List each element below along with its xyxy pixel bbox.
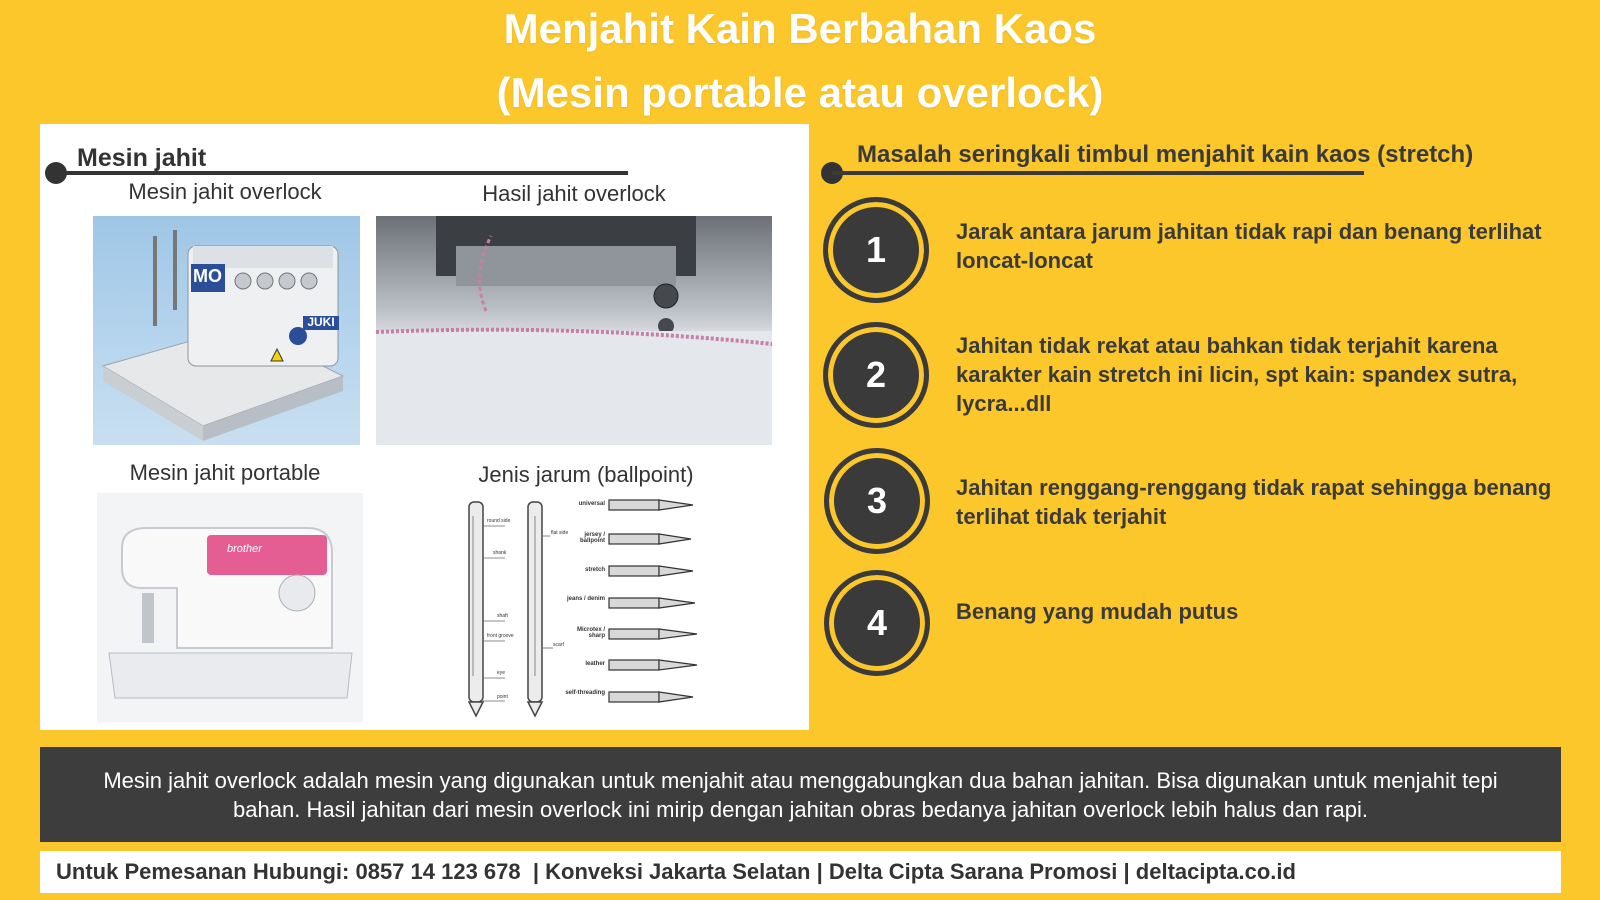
overlock-badge-label: MO bbox=[193, 266, 222, 286]
caption-portable-machine: Mesin jahit portable bbox=[129, 460, 321, 485]
contact-footer: Untuk Pemesanan Hubungi: 0857 14 123 678 | Konveksi Jakarta Selatan | Delta Cipta Sarana Promosi | deltacipta.co.id bbox=[40, 851, 1561, 893]
description-text: Mesin jahit overlock adalah mesin yang digunakan untuk menjahit atau menggabungkan dua bahan jahitan. Bisa digunakan untuk menjahit tepi bahan. Hasil jahitan dari mesin overlock ini mirip dengan jahitan obras bedanya jahitan overlock lebih halus dan rapi. bbox=[103, 767, 1498, 822]
overlock-brand-label: JUKI bbox=[307, 315, 335, 329]
issue-number-badge: 2 bbox=[823, 322, 929, 428]
needle-part-label: eye bbox=[497, 670, 506, 676]
caption-needle-types: Jenis jarum (ballpoint) bbox=[478, 462, 694, 487]
issue-text: Jahitan tidak rekat atau bahkan tidak terjahit karena karakter kain stretch ini licin, spt kain: spandex sutra, lycra...dll bbox=[956, 333, 1518, 416]
needle-part-label: front groove bbox=[487, 633, 514, 639]
issue-text: Benang yang mudah putus bbox=[956, 599, 1239, 624]
needle-part-label: flat side bbox=[551, 530, 569, 536]
description-banner bbox=[40, 747, 1561, 842]
issues-underline bbox=[832, 171, 1364, 175]
page-subtitle: (Mesin portable atau overlock) bbox=[496, 69, 1104, 116]
overlock-machine-image bbox=[93, 216, 360, 445]
issue-number-badge: 3 bbox=[824, 448, 930, 554]
issue-text: Jahitan renggang-renggang tidak rapat sehingga benang terlihat tidak terjahit bbox=[956, 475, 1552, 529]
caption-overlock-result: Hasil jahit overlock bbox=[482, 181, 666, 206]
overlock-result-image bbox=[376, 216, 772, 445]
needle-types-image bbox=[465, 496, 765, 724]
needle-part-label: point bbox=[497, 694, 508, 700]
needle-part-label: round side bbox=[487, 518, 511, 524]
needle-part-label: shaft bbox=[497, 613, 508, 619]
needle-type-label: jersey / ballpoint bbox=[580, 532, 605, 544]
needle-type-label: stretch bbox=[584, 567, 605, 573]
portable-machine-image bbox=[97, 493, 363, 722]
needle-type-label: jeans / denim bbox=[566, 596, 605, 602]
needle-type-label: universal bbox=[578, 501, 605, 507]
needle-part-label: scarf bbox=[553, 642, 564, 648]
portable-brand-label: brother bbox=[227, 543, 262, 555]
needle-type-label: leather bbox=[585, 661, 605, 667]
machines-section-title: Mesin jahit bbox=[77, 144, 207, 172]
issues-section-title: Masalah seringkali timbul menjahit kain kaos (stretch) bbox=[857, 141, 1474, 168]
needle-part-label: shank bbox=[493, 550, 507, 556]
machines-panel bbox=[40, 124, 809, 730]
issue-number-badge: 4 bbox=[824, 570, 930, 676]
issue-number-badge: 1 bbox=[823, 197, 929, 303]
needle-type-label: self-threading bbox=[565, 690, 605, 696]
page-title: Menjahit Kain Berbahan Kaos bbox=[503, 5, 1097, 52]
caption-overlock-machine: Mesin jahit overlock bbox=[128, 179, 322, 204]
issue-text: Jarak antara jarum jahitan tidak rapi dan benang terlihat loncat-loncat bbox=[956, 219, 1542, 273]
needle-type-label: Microtex / sharp bbox=[576, 627, 605, 639]
